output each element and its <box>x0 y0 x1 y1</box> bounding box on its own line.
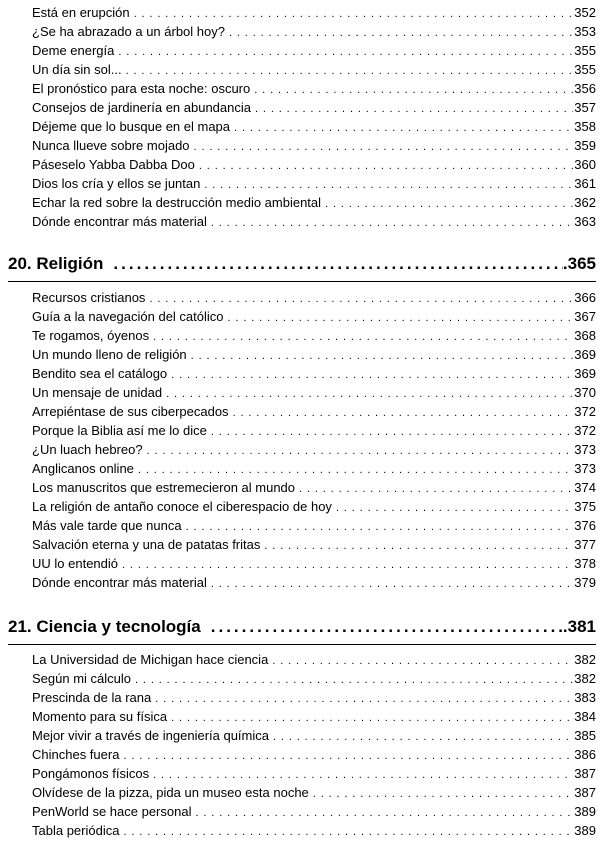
toc-entry <box>32 136 596 155</box>
toc-entry-title: Prescinda de la rana <box>32 690 152 705</box>
chapter-divider <box>8 644 596 645</box>
leader-dots <box>199 157 573 174</box>
toc-entry-title: Déjeme que lo busque en el mapa <box>32 119 231 134</box>
toc-section-religion <box>32 288 596 592</box>
toc-entry <box>32 345 596 364</box>
toc-entry <box>32 41 596 60</box>
toc-entry-page: 375 <box>574 499 596 514</box>
toc-entry-page: 355 <box>574 43 596 58</box>
toc-entry-title: Anglicanos online <box>32 461 134 476</box>
leader-dots <box>325 195 573 212</box>
toc-entry <box>32 79 596 98</box>
toc-entry-page: 353 <box>574 24 596 39</box>
toc-entry-page: 363 <box>574 214 596 229</box>
toc-entry-title: Olvídese de la pizza, pida un museo esta noche <box>32 785 309 800</box>
leader-dots <box>233 404 574 421</box>
toc-entry-page: 384 <box>574 709 596 724</box>
toc-entry-title: Recursos cristianos <box>32 290 146 305</box>
toc-entry <box>32 821 596 840</box>
toc-entry-title: Guía a la navegación del católico <box>32 309 224 324</box>
leader-dots <box>272 652 573 669</box>
toc-entry-page: 370 <box>574 385 596 400</box>
toc-entry <box>32 117 596 136</box>
leader-dots <box>211 423 573 440</box>
toc-entry-page: 377 <box>574 537 596 552</box>
toc-entry-title: Los manuscritos que estremecieron al mundo <box>32 480 296 495</box>
toc-entry-page: 386 <box>574 747 596 762</box>
toc-entry-page: 372 <box>574 423 596 438</box>
toc-entry <box>32 459 596 478</box>
toc-entry-title: La religión de antaño conoce el ciberespacio de hoy <box>32 499 332 514</box>
toc-entry-title: Según mi cálculo <box>32 671 131 686</box>
toc-entry <box>32 535 596 554</box>
toc-entry-page: 367 <box>574 309 596 324</box>
toc-entry-title: Bendito sea el catálogo <box>32 366 168 381</box>
toc-entry <box>32 669 596 688</box>
toc-entry <box>32 174 596 193</box>
toc-entry-title: PenWorld se hace personal <box>32 804 192 819</box>
toc-entry-title: Está en erupción <box>32 5 130 20</box>
toc-entry-page: 389 <box>574 823 596 838</box>
toc-entry <box>32 212 596 231</box>
toc-entry <box>32 650 596 669</box>
toc-entry-title: Echar la red sobre la destrucción medio ambiental <box>32 195 322 210</box>
toc-entry-page: 362 <box>574 195 596 210</box>
toc-entry-page: 379 <box>574 575 596 590</box>
toc-entry-title: Un mensaje de unidad <box>32 385 163 400</box>
toc-entry-page: 382 <box>574 652 596 667</box>
toc-entry-page: 366 <box>574 290 596 305</box>
toc-entry-title: El pronóstico para esta noche: oscuro <box>32 81 251 96</box>
toc-entry-page: 372 <box>574 404 596 419</box>
toc-entry <box>32 802 596 821</box>
toc-entry-page: 387 <box>574 766 596 781</box>
toc-entry <box>32 98 596 117</box>
toc-entry-title: ¿Un luach hebreo? <box>32 442 143 457</box>
leader-dots <box>155 690 573 707</box>
leader-dots <box>123 747 573 764</box>
leader-dots <box>336 499 573 516</box>
toc-entry <box>32 478 596 497</box>
toc-entry-title: Arrepiéntase de sus ciberpecados <box>32 404 229 419</box>
toc-entry-title: ¿Se ha abrazado a un árbol hoy? <box>32 24 225 39</box>
chapter-page: .381 <box>562 617 596 636</box>
toc-entry <box>32 326 596 345</box>
leader-dots <box>211 613 563 641</box>
toc-entry-page: 359 <box>574 138 596 153</box>
leader-dots <box>211 575 573 592</box>
leader-dots <box>234 119 573 136</box>
toc-entry-page: 357 <box>574 100 596 115</box>
toc-entry <box>32 421 596 440</box>
toc-entry <box>32 288 596 307</box>
toc-entry-page: 383 <box>574 690 596 705</box>
leader-dots <box>138 461 573 478</box>
toc-entry-title: Momento para su física <box>32 709 168 724</box>
toc-entry-title: UU lo entendió <box>32 556 118 571</box>
toc-entry <box>32 516 596 535</box>
leader-dots <box>204 176 573 193</box>
leader-dots <box>254 81 573 98</box>
toc-entry <box>32 155 596 174</box>
toc-entry <box>32 60 596 79</box>
leader-dots <box>153 328 573 345</box>
toc-entry-title: Dios los cría y ellos se juntan <box>32 176 201 191</box>
toc-entry-title: Deme energía <box>32 43 115 58</box>
toc-entry-page: 373 <box>574 461 596 476</box>
leader-dots <box>195 804 573 821</box>
toc-entry-page: 361 <box>574 176 596 191</box>
leader-dots <box>228 309 574 326</box>
leader-dots <box>149 290 573 307</box>
chapter-heading-20 <box>8 250 596 278</box>
toc-entry-page: 376 <box>574 518 596 533</box>
toc-entry-title: Dónde encontrar más material <box>32 214 207 229</box>
toc-entry-title: Un día sin sol... <box>32 62 122 77</box>
leader-dots <box>123 823 573 840</box>
toc-entry-title: Salvación eterna y una de patatas fritas <box>32 537 261 552</box>
toc-entry-title: Porque la Biblia así me lo dice <box>32 423 207 438</box>
toc-entry-title: Pongámonos físicos <box>32 766 150 781</box>
leader-dots <box>186 518 574 535</box>
toc-entry-page: 368 <box>574 328 596 343</box>
toc-section-previous <box>32 3 596 231</box>
toc-entry-title: Tabla periódica <box>32 823 120 838</box>
toc-entry <box>32 440 596 459</box>
toc-entry <box>32 688 596 707</box>
leader-dots <box>171 366 573 383</box>
leader-dots <box>255 100 573 117</box>
chapter-title: 21. Ciencia y tecnología <box>8 617 201 636</box>
toc-entry-page: 385 <box>574 728 596 743</box>
leader-dots <box>166 385 573 402</box>
toc-entry-page: 378 <box>574 556 596 571</box>
chapter-title: 20. Religión <box>8 254 104 273</box>
toc-entry-title: Un mundo lleno de religión <box>32 347 187 362</box>
toc-entry <box>32 783 596 802</box>
toc-entry-page: 373 <box>574 442 596 457</box>
leader-dots <box>135 671 573 688</box>
leader-dots <box>122 556 573 573</box>
toc-entry <box>32 193 596 212</box>
toc-entry <box>32 707 596 726</box>
leader-dots <box>147 442 574 459</box>
leader-dots <box>191 347 574 364</box>
toc-entry <box>32 554 596 573</box>
leader-dots <box>273 728 573 745</box>
leader-dots <box>211 214 573 231</box>
toc-entry-title: Consejos de jardinería en abundancia <box>32 100 251 115</box>
toc-entry <box>32 383 596 402</box>
toc-entry-page: 374 <box>574 480 596 495</box>
toc-entry-page: 355 <box>574 62 596 77</box>
toc-entry-title: Mejor vivir a través de ingeniería química <box>32 728 269 743</box>
toc-entry <box>32 497 596 516</box>
leader-dots <box>313 785 574 802</box>
leader-dots <box>153 766 573 783</box>
leader-dots <box>126 62 574 79</box>
chapter-divider <box>8 281 596 282</box>
toc-entry-title: Chinches fuera <box>32 747 120 762</box>
toc-entry <box>32 364 596 383</box>
toc-entry <box>32 764 596 783</box>
toc-entry-page: 389 <box>574 804 596 819</box>
leader-dots <box>118 43 573 60</box>
toc-entry-title: Más vale tarde que nunca <box>32 518 182 533</box>
toc-entry-page: 360 <box>574 157 596 172</box>
toc-entry <box>32 402 596 421</box>
toc-entry-page: 369 <box>574 366 596 381</box>
leader-dots <box>113 250 562 278</box>
leader-dots <box>194 138 574 155</box>
toc-entry <box>32 745 596 764</box>
toc-entry-title: Páseselo Yabba Dabba Doo <box>32 157 195 172</box>
toc-entry-title: La Universidad de Michigan hace ciencia <box>32 652 269 667</box>
toc-entry-title: Dónde encontrar más material <box>32 575 207 590</box>
toc-entry <box>32 573 596 592</box>
toc-entry-title: Te rogamos, óyenos <box>32 328 150 343</box>
chapter-page: .365 <box>562 254 596 273</box>
leader-dots <box>171 709 573 726</box>
leader-dots <box>229 24 573 41</box>
toc-entry <box>32 3 596 22</box>
toc-entry-title: Nunca llueve sobre mojado <box>32 138 190 153</box>
toc-entry-page: 358 <box>574 119 596 134</box>
leader-dots <box>299 480 573 497</box>
toc-entry-page: 387 <box>574 785 596 800</box>
toc-section-science <box>32 650 596 840</box>
leader-dots <box>134 5 574 22</box>
toc-entry-page: 352 <box>574 5 596 20</box>
toc-entry <box>32 22 596 41</box>
toc-entry <box>32 726 596 745</box>
toc-entry-page: 356 <box>574 81 596 96</box>
toc-entry <box>32 307 596 326</box>
chapter-heading-21 <box>8 613 596 641</box>
toc-entry-page: 382 <box>574 671 596 686</box>
leader-dots <box>264 537 573 554</box>
toc-entry-page: 369 <box>574 347 596 362</box>
